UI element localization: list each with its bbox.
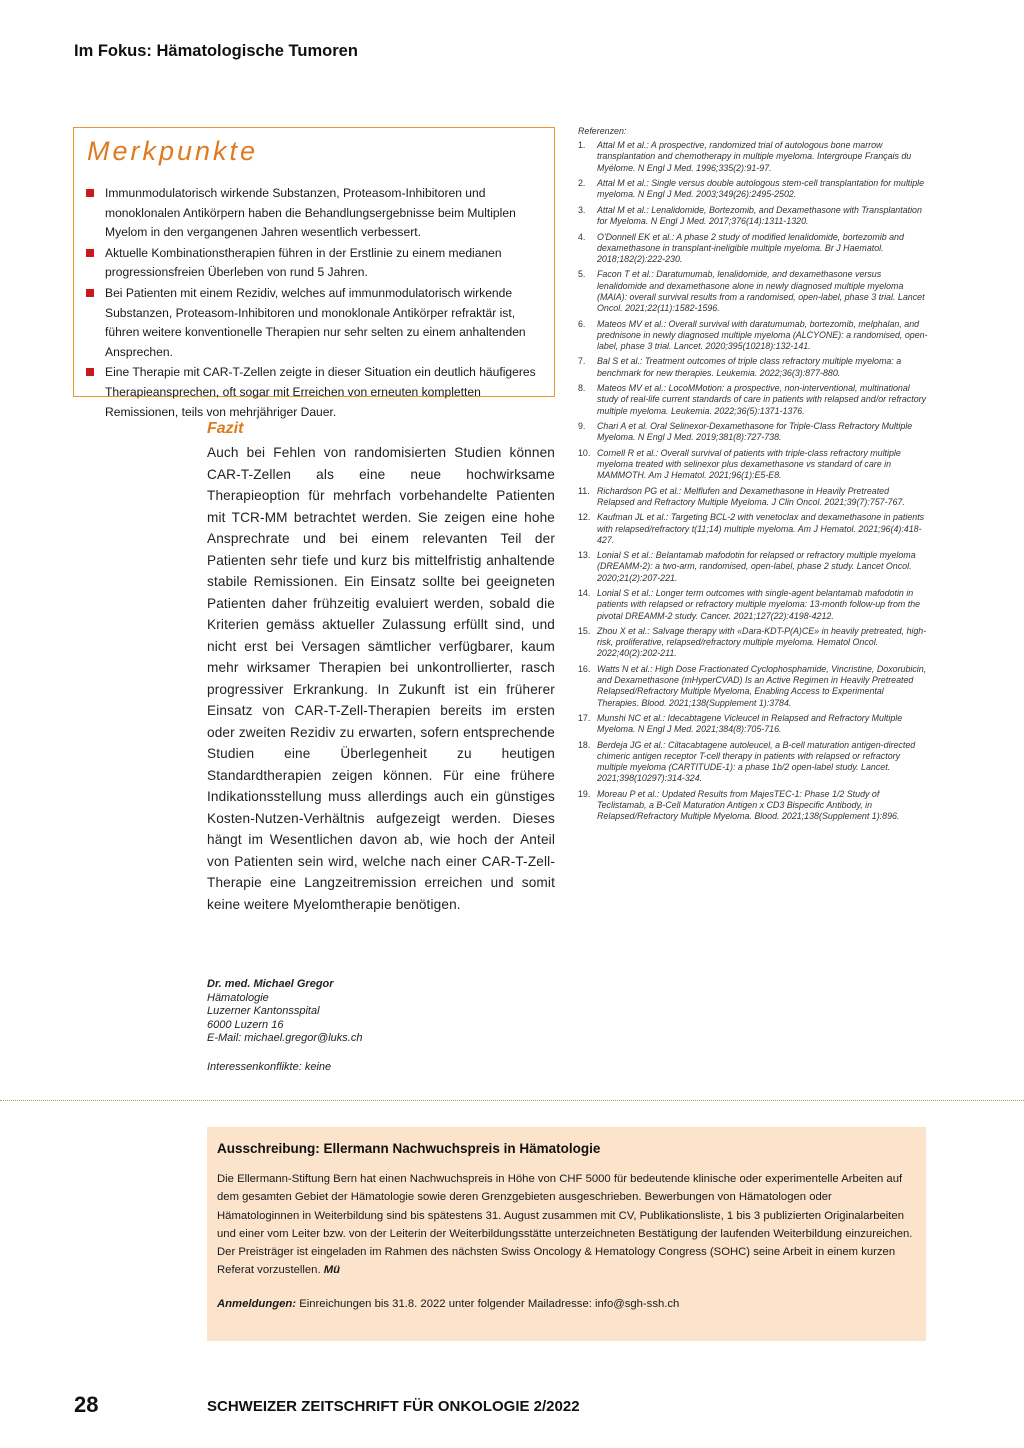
reference-item xyxy=(578,178,928,200)
reference-number: 10. xyxy=(578,447,591,458)
reference-text: Attal M et al.: A prospective, randomized trial of autologous bone marrow transplantation and chemotherapy in multiple myeloma. Intergroupe Français du Myélome. N Engl J Med. 1996;335(2):91-97. xyxy=(597,140,912,173)
reference-text: Attal M et al.: Lenalidomide, Bortezomib, and Dexamethasone with Transplantation for Myeloma. N Engl J Med. 2017;376(14):1311-1320. xyxy=(597,204,922,227)
announcement-box xyxy=(207,1127,926,1341)
reference-list xyxy=(578,140,928,822)
announcement-registration xyxy=(217,1298,916,1310)
reference-item xyxy=(578,626,928,660)
reference-text: Richardson PG et al.: Melflufen and Dexamethasone in Heavily Pretreated Relapsed and Refractory Multiple Myeloma. J Clin Oncol. 2021;39(7):757-767. xyxy=(597,485,905,507)
author-email: E-Mail: michael.gregor@luks.ch xyxy=(207,1032,363,1045)
reference-text: Berdeja JG et al.: Ciltacabtagene autoleucel, a B-cell maturation antigen-directed chimeric antigen receptor T-cell therapy in patients with relapsed or refractory multiple myeloma (CARTITUDE-1): a phase 1b/2 open-label study. Lancet. 2021;398(10297):314-324. xyxy=(597,739,916,784)
reference-item xyxy=(578,205,928,227)
reference-item xyxy=(578,486,928,508)
references xyxy=(578,126,928,827)
reference-number: 16. xyxy=(578,663,591,674)
reference-number: 11. xyxy=(578,485,590,496)
announcement-text: Die Ellermann-Stiftung Bern hat einen Nachwuchspreis in Höhe von CHF 5000 für bedeutende klinische oder experimentelle Arbeiten auf dem gesamten Gebiet der Hämatologie sowie deren Grenzgebieten ausgeschrieben. Bewerbungen von Hämatologen oder Hämatologinnen in Weiterbildung sind bis spätestens 31. August zusammen mit CV, Publikationsliste, 1 bis 3 publizierten Originalarbeiten und einer vom Leiter bzw. von der Leiterin der Weiterbildungsstätte unterzeichneten Bestätigung der laufenden Weiterbildung einzureichen. Der Preisträger ist eingeladen im Rahmen des nächsten Swiss Oncology & Hematology Congress (SOHC) seine Arbeit in einem kurzen Referat vorzustellen. xyxy=(217,1173,913,1277)
announcement-signature: Mü xyxy=(323,1264,341,1277)
author-city: 6000 Luzern 16 xyxy=(207,1018,284,1031)
reference-item xyxy=(578,664,928,709)
merkpunkte-item xyxy=(86,184,542,243)
author-block xyxy=(207,978,555,1046)
author-hospital: Luzerner Kantonsspital xyxy=(207,1005,320,1018)
reference-item xyxy=(578,588,928,622)
references-title: Referenzen: xyxy=(578,126,627,136)
merkpunkte-item-text: Aktuelle Kombinationstherapien führen in der Erstlinie zu einem medianen progressionsfreien Überleben von rund 5 Jahren. xyxy=(105,245,502,280)
reference-item xyxy=(578,356,928,378)
registration-text: Einreichungen bis 31.8. 2022 unter folgender Mailadresse: info@sgh-ssh.ch xyxy=(299,1297,680,1310)
reference-item xyxy=(578,713,928,735)
fazit-section xyxy=(207,420,555,915)
merkpunkte-item xyxy=(86,363,542,422)
reference-number: 12. xyxy=(578,512,591,523)
reference-number: 4. xyxy=(578,231,586,242)
reference-item xyxy=(578,512,928,546)
square-bullet-icon xyxy=(86,368,94,376)
reference-item xyxy=(578,448,928,482)
square-bullet-icon xyxy=(86,189,94,197)
reference-number: 8. xyxy=(578,383,586,394)
reference-number: 15. xyxy=(578,626,591,637)
reference-text: Mateos MV et al.: LocoMMotion: a prospective, non-interventional, multinational study of real-life current standards of care in patients with relapsed and/or refractory multiple myeloma. Leukemia. 2022;36(5):1371-1376. xyxy=(597,383,927,416)
reference-number: 19. xyxy=(578,788,591,799)
reference-number: 7. xyxy=(578,356,586,367)
square-bullet-icon xyxy=(86,289,94,297)
reference-item xyxy=(578,140,928,174)
merkpunkte-item xyxy=(86,284,542,362)
reference-item xyxy=(578,740,928,785)
reference-number: 17. xyxy=(578,713,591,724)
reference-text: Kaufman JL et al.: Targeting BCL-2 with venetoclax and dexamethasone in patients with relapsed/refractory t(11;14) multiple myeloma. Am J Hematol. 2021;96(4):418-427. xyxy=(597,512,925,545)
reference-text: Cornell R et al.: Overall survival of patients with triple-class refractory multiple myeloma treated with selinexor plus dexamethasone vs standard of care in MAMMOTH. Am J Hematol. 2021;96(1):E5-E8. xyxy=(597,447,901,481)
reference-item xyxy=(578,550,928,584)
merkpunkte-list xyxy=(86,184,542,422)
merkpunkte-box xyxy=(73,127,555,419)
merkpunkte-item xyxy=(86,244,542,283)
conflicts-of-interest: Interessenkonflikte: keine xyxy=(207,1061,332,1073)
reference-text: Facon T et al.: Daratumumab, lenalidomide, and dexamethasone versus lenalidomide and dexamethasone alone in newly diagnosed multiple myeloma (MAIA): overall survival results from a randomised, open-label, phase 3 trial. Lancet Oncol. 2021;22(11):1582-1596. xyxy=(597,269,925,314)
author-department: Hämatologie xyxy=(207,991,269,1004)
reference-number: 5. xyxy=(578,269,586,280)
reference-item xyxy=(578,319,928,353)
author-name: Dr. med. Michael Gregor xyxy=(207,978,334,990)
reference-text: O'Donnell EK et al.: A phase 2 study of modified lenalidomide, bortezomib and dexamethasone in transplant-ineligible multiple myeloma. Br J Haematol. 2018;182(2):222-230. xyxy=(597,231,904,264)
fazit-heading: Fazit xyxy=(207,420,244,437)
reference-text: Watts N et al.: High Dose Fractionated Cyclophosphamide, Vincristine, Doxorubicin, and Dexamethasone (mHyperCVAD) Is an Active Regimen in Heavily Pretreated Relapsed/Refractory Multiple Myeloma, Enabling Access to Experimental Therapies. Blood. 2021;138(Supplement 1):3784. xyxy=(597,663,927,708)
reference-number: 6. xyxy=(578,318,586,329)
merkpunkte-item-text: Eine Therapie mit CAR-T-Zellen zeigte in dieser Situation ein deutlich häufigeres Therapieansprechen, oft sogar mit Erreichen von erneuten kompletten Remissionen, teils von mehrjähriger Dauer. xyxy=(105,365,536,419)
reference-number: 2. xyxy=(578,178,586,189)
journal-name: SCHWEIZER ZEITSCHRIFT FÜR ONKOLOGIE 2/2022 xyxy=(207,1398,580,1415)
reference-item xyxy=(578,421,928,443)
reference-number: 14. xyxy=(578,588,591,599)
merkpunkte-item-text: Immunmodulatorisch wirkende Substanzen, Proteasom-Inhibitoren und monoklonalen Antikörpern haben die Behandlungsergebnisse beim Multiplen Myelom in den vergangenen Jahren wesentlich verbessert. xyxy=(105,186,516,240)
reference-number: 1. xyxy=(578,140,586,151)
merkpunkte-item-text: Bei Patienten mit einem Rezidiv, welches auf immunmodulatorisch wirkende Substanzen, Proteasom-Inhibitoren und monoklonale Antikörper refraktär ist, führen weitere konventionelle Therapien nur sehr selten zu einem anhaltenden Ansprechen. xyxy=(105,285,526,359)
reference-number: 3. xyxy=(578,204,586,215)
merkpunkte-title: Merkpunkte xyxy=(87,136,259,166)
reference-number: 9. xyxy=(578,421,586,432)
reference-item xyxy=(578,269,928,314)
reference-text: Chari A et al. Oral Selinexor-Dexamethasone for Triple-Class Refractory Multiple Myeloma. N Engl J Med. 2019;381(8):727-738. xyxy=(597,421,913,443)
reference-text: Munshi NC et al.: Idecabtagene Vicleucel in Relapsed and Refractory Multiple Myeloma. N Engl J Med. 2021;384(8):705-716. xyxy=(597,713,903,735)
reference-item xyxy=(578,789,928,823)
reference-text: Lonial S et al.: Belantamab mafodotin for relapsed or refractory multiple myeloma (DREAMM-2): a two-arm, randomised, open-label, phase 2 study. Lancet Oncol. 2020;21(2):207-221. xyxy=(597,550,916,583)
section-divider xyxy=(0,1100,1024,1101)
square-bullet-icon xyxy=(86,249,94,257)
section-header: Im Fokus: Hämatologische Tumoren xyxy=(74,42,358,60)
page-number: 28 xyxy=(74,1392,99,1417)
reference-text: Lonial S et al.: Longer term outcomes with single-agent belantamab mafodotin in patients with relapsed or refractory multiple myeloma: 13-month follow-up from the pivotal DREAMM-2 study. Cancer. 2021;127(22):4198-4212. xyxy=(597,588,921,621)
registration-label: Anmeldungen: xyxy=(217,1297,297,1310)
reference-text: Mateos MV et al.: Overall survival with daratumumab, bortezomib, melphalan, and prednisone in newly diagnosed multiple myeloma (ALCYONE): a randomised, open-label, phase 3 trial. Lancet. 2020;395(10218):132-141. xyxy=(597,318,928,351)
reference-text: Bal S et al.: Treatment outcomes of triple class refractory multiple myeloma: a benchmark for new therapies. Leukemia. 2022;36(3):877-880. xyxy=(597,356,902,378)
reference-item xyxy=(578,232,928,266)
announcement-title: Ausschreibung: Ellermann Nachwuchspreis in Hämatologie xyxy=(217,1141,601,1156)
reference-item xyxy=(578,383,928,417)
reference-text: Attal M et al.: Single versus double autologous stem-cell transplantation for multiple myeloma. N Engl J Med. 2003;349(26):2495-2502. xyxy=(597,178,925,200)
reference-text: Moreau P et al.: Updated Results from MajesTEC-1: Phase 1/2 Study of Teclistamab, a B-Cell Maturation Antigen x CD3 Bispecific Antibody, in Relapsed/Refractory Multiple Myeloma. Blood. 2021;138(Supplement 1):896. xyxy=(597,788,900,822)
reference-text: Zhou X et al.: Salvage therapy with «Dara-KDT-P(A)CE» in heavily pretreated, high-risk, proliferative, relapsed/refractory multiple myeloma. Hematol Oncol. 2022;40(2):202-211. xyxy=(597,626,927,659)
fazit-body: Auch bei Fehlen von randomisierten Studien können CAR-T-Zellen als eine neue hochwirksame Therapieoption für mehrfach vorbehandelte Patienten mit TCR-MM betrachtet werden. Sie zeigen eine hohe Ansprechrate und bei einem relevanten Teil der Patienten sehr tiefe und kurz bis mittelfristig anhaltende stabile Remissionen. Ein Einsatz sollte bei geeigneten Patienten daher frühzeitig evaluiert werden, sobald die Kriterien gemäss aktueller Zulassung erfüllt sind, und nicht erst bei Versagen sämtlicher verfügbarer, kaum mehr wirksamer Therapien bei unkontrollierter, rasch progressiver Erkrankung. In Zukunft ist ein früherer Einsatz von CAR-T-Zell-Therapien bereits im ersten oder zweiten Rezidiv zu erwarten, sofern entsprechende Studien eine Überlegenheit zu heutigen Standardtherapien zeigen können. Für eine frühere Indikationsstellung muss allerdings auch ein günstiges Kosten-Nutzen-Verhältnis aufgezeigt werden. Dieses hängt im Wesentlichen davon ab, wie hoch der Anteil von Patienten sein wird, welche nach einer CAR-T-Zell-Therapie eine Langzeitremission erreichen und somit keine weitere Myelomtherapie benötigen. xyxy=(207,445,555,912)
announcement-body xyxy=(217,1170,916,1280)
reference-number: 13. xyxy=(578,550,591,561)
reference-number: 18. xyxy=(578,739,591,750)
